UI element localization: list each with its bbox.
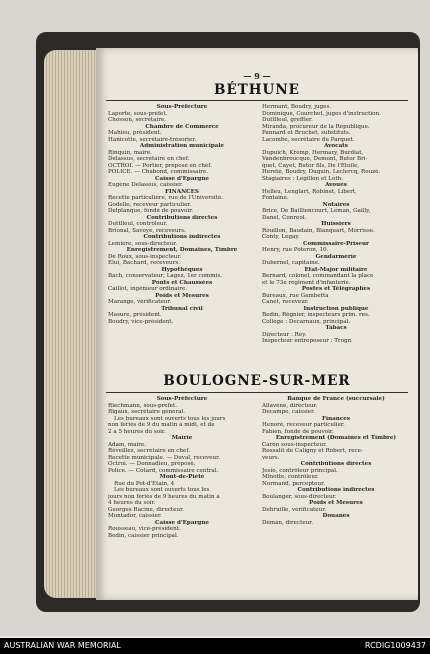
entry-line: Georges Racine, directeur. — [108, 506, 184, 513]
entry-heading: Sous-Préfecture — [156, 396, 208, 402]
entry-heading: Enregistrement, Domaines, Timbre — [126, 247, 238, 253]
entry-line: Dominique, Courchet, juges d'instruction. — [262, 110, 381, 117]
entry-line: Bedin, caissier principal. — [108, 532, 179, 539]
entry-line: Dupuich, Kremp, Hermary, Burdiat, — [262, 149, 364, 156]
page-number: — 9 — — [243, 71, 271, 81]
entry-heading: Hypothèques — [161, 266, 203, 273]
entry-line: Riechmann, sous-préfet. — [108, 402, 178, 409]
entry-line: Delassus, secrétaire en chef. — [108, 156, 190, 162]
entry-line: Bernard, colonel, commandant la place — [262, 273, 374, 279]
section-heading-boulogne: BOULOGNE-SUR-MER — [163, 373, 351, 389]
entry-heading: Caisse d'Epargne — [155, 519, 209, 526]
entry-line: Fontaine. — [262, 195, 289, 201]
entry-line: Duttlleul, greffier. — [262, 117, 313, 123]
entry-line: Collège : Decarnaux, principal. — [262, 318, 351, 325]
entry-line: Police. — Cotard, commissaire central. — [108, 467, 219, 474]
boulogne-right-column — [262, 396, 410, 594]
entry-line: Conty, Legay. — [262, 234, 300, 240]
entry-line: Rouillon, Baudain, Blanquart, Morrisse. — [262, 227, 375, 234]
entry-line: veurs. — [262, 454, 280, 461]
entry-line: Rigaux, secrétaire général. — [108, 409, 186, 415]
entry-heading: Huissiers — [321, 221, 351, 227]
entry-line: Normand, percepteur. — [262, 480, 325, 487]
entry-line: Réveillez, secrétaire en chef. — [108, 448, 190, 454]
entry-line: Les bureaux sont ouverts tous les — [114, 487, 210, 493]
entry-line: Decampe, caissier. — [262, 409, 315, 415]
entry-heading: Tabacs — [325, 325, 347, 331]
entry-heading: Douanes — [322, 513, 350, 519]
entry-line: Hereté, Boudry, Duquin, Leclercq, Rouzé. — [262, 169, 381, 175]
bethune-right-column — [262, 104, 410, 372]
entry-line: Boulanger, sous-directeur. — [262, 493, 337, 500]
entry-heading: Postes et Télégraphes — [301, 286, 371, 292]
entry-line: Bedin, Régnier, inspecteurs prim. res. — [262, 312, 370, 318]
entry-line: Helleu, Lenglart, Robinet, Libert, — [262, 188, 357, 195]
entry-line: Lemière, sous-directeur. — [108, 240, 178, 247]
entry-line: Rue du Pot-d'Etain, 4 — [114, 480, 175, 487]
entry-heading: Banque de France (succursale) — [287, 396, 385, 402]
entry-line: Brice, De Bailliencourt, Leman, Gailly, — [262, 208, 371, 214]
entry-line: Eugène Delassus, caissier. — [108, 182, 183, 188]
entry-line: non fériés de 9 du matin à midi, et de — [108, 422, 215, 428]
entry-heading: Finances — [322, 415, 350, 422]
entry-line: Recette municipale. — Duval, receveur. — [108, 454, 220, 461]
entry-heading: Instruction publique — [303, 305, 369, 312]
entry-line: Montador, caissier. — [108, 513, 162, 519]
entry-line: Laporte, sous-préfet. — [108, 110, 168, 117]
entry-line: Rinquin, maire. — [108, 149, 152, 156]
entry-line: Adam, maire. — [108, 441, 147, 448]
entry-line: Brional, Savoye, receveurs. — [108, 227, 186, 234]
entry-line: Les bureaux sont ouverts tous les jours — [114, 415, 226, 422]
entry-line: De Roux, sous-inspecteur. — [108, 253, 182, 260]
entry-heading: Avoués — [325, 182, 347, 188]
book-page — [96, 48, 418, 600]
entry-line: Boudry, vice-président. — [108, 318, 174, 325]
entry-line: Duttlleul, contrôleur. — [108, 221, 168, 227]
entry-line: et le 73e régiment d'infanterie. — [262, 279, 351, 286]
entry-line: Bach, conservateur; Lagez, 1er commis. — [108, 273, 222, 279]
entry-line: Deman, directeur. — [262, 519, 314, 526]
boulogne-left-column — [108, 396, 256, 594]
section-heading-bethune: BÉTHUNE — [214, 82, 300, 98]
entry-line: Miranda, procureur de la République. — [262, 123, 370, 130]
entry-heading: Chambre de Commerce — [145, 123, 219, 130]
entry-line: Elui, Bachard, receveurs. — [108, 260, 180, 266]
entry-heading: Tribunal civil — [161, 305, 203, 312]
bethune-left-column — [108, 104, 256, 372]
entry-line: Chosson, secrétaire. — [108, 117, 166, 123]
entry-heading: Caisse d'Epargne — [155, 175, 209, 182]
entry-heading: Enregistrement (Domaines et Timbre) — [275, 435, 397, 441]
entry-line: Dehruille, vérificateur. — [262, 506, 327, 513]
entry-heading: Commissaire-Priseur — [302, 240, 370, 247]
entry-heading: Poids et Mesures — [155, 292, 209, 299]
entry-line: Recette particulière, rue de l'Université. — [108, 195, 223, 201]
entry-line: 2 à 5 heures du soir. — [108, 428, 166, 435]
entry-line: Lacombe, secrétaire du Parquet. — [262, 136, 355, 143]
entry-line: Masure, président. — [108, 312, 162, 318]
entry-line: Stagiaires : Legillon et Loth. — [262, 175, 343, 182]
entry-heading: Gendarmerie — [315, 253, 357, 260]
entry-line: Godelle, receveur particulier. — [108, 201, 192, 208]
entry-line: Vandenbroucque, Demont, Butor Bri- — [262, 156, 368, 162]
entry-heading: Mairie — [171, 435, 193, 441]
entry-heading: Etat-Major militaire — [304, 266, 368, 273]
footer-record-id: RCDIG1009437 — [364, 641, 426, 650]
entry-line: quet, Cayet, Butor fils, De l'Etoile, — [262, 162, 360, 169]
entry-line: Josio, contrôleur principal. — [262, 467, 338, 474]
entry-line: POLICE. — Chabond, commissaire. — [108, 169, 208, 175]
page-edges — [44, 50, 98, 598]
entry-heading: Ponts et Chaussées — [151, 279, 213, 286]
entry-line: Rossalit de Caligny et Robert, rece- — [262, 448, 363, 454]
entry-heading: Poids et Mesures — [309, 500, 363, 506]
entry-line: Dubernel, capitaine. — [262, 260, 320, 266]
entry-line: Minotte, contrôleur. — [262, 474, 319, 480]
entry-line: Directeur : Rey. — [262, 331, 307, 338]
entry-line: Pannard et Bruchet, substituts. — [262, 130, 351, 136]
entry-line: Fabien, fondé de pouvoir. — [262, 428, 334, 435]
entry-line: Hermant, Boudry, juges. — [262, 104, 332, 110]
entry-line: Marange, vérificateur. — [108, 299, 172, 305]
section-rule — [106, 392, 408, 393]
entry-line: Delplanque, fondé de pouvoir. — [108, 208, 194, 214]
entry-heading: Sous-Préfecture — [156, 104, 208, 110]
entry-line: Henoré, receveur particulier. — [262, 422, 345, 428]
entry-line: Henry, rue Poteron, 10. — [262, 247, 329, 253]
entry-heading: Administration municipale — [139, 143, 225, 149]
footer-credit: AUSTRALIAN WAR MEMORIAL — [4, 641, 121, 650]
entry-line: Canet, receveur. — [262, 299, 309, 305]
entry-heading: Contributions directes — [146, 214, 218, 221]
entry-line: Allavène, directeur. — [262, 402, 318, 409]
entry-line: Inspecteur entreposeur : Trogn — [262, 338, 352, 344]
entry-heading: FINANCES — [165, 188, 199, 195]
footer-bar — [0, 638, 430, 654]
entry-line: Danel, Conreol. — [262, 214, 307, 221]
entry-heading: Contributions indirectes — [143, 234, 221, 240]
entry-heading: Avocats — [324, 143, 348, 149]
entry-heading: Mont-de-Piété — [159, 474, 205, 480]
entry-line: jours non fériés de 9 heures du matin à — [108, 493, 220, 500]
entry-line: Octroi. — Donnadieu, préposé. — [108, 461, 196, 467]
entry-line: Mahieu, président. — [108, 130, 162, 136]
section-rule — [106, 100, 408, 101]
entry-line: Caron sous-inspecteur. — [262, 441, 327, 448]
entry-line: Bureaux, rue Gambetta — [262, 292, 329, 299]
entry-line: OCTROI. — Portier, préposé en chef. — [108, 162, 212, 169]
entry-line: Rousseau, vice-président. — [108, 526, 181, 532]
entry-heading: Contributions directes — [300, 461, 372, 467]
entry-line: 4 heures du soir. — [108, 500, 156, 506]
entry-heading: Contributions indirectes — [297, 487, 375, 493]
entry-heading: Notaires — [322, 201, 350, 208]
entry-line: Caillot, ingénieur ordinaire. — [108, 286, 188, 292]
entry-line: Hanicotte, secrétaire-trésorier. — [108, 136, 197, 143]
